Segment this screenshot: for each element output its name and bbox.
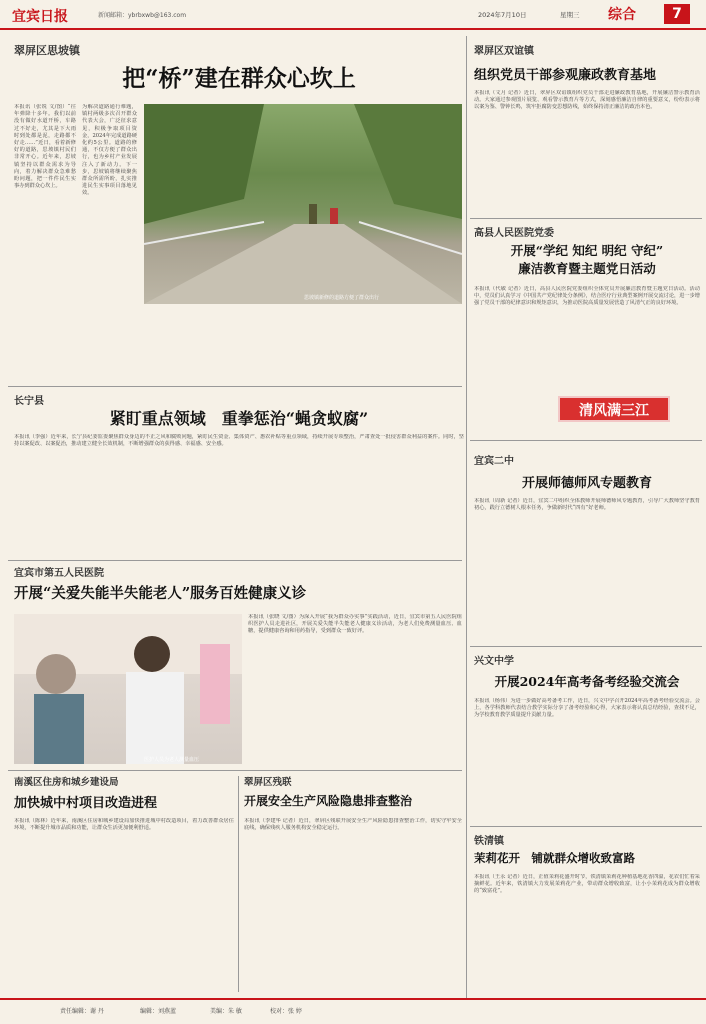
a8-kicker: 南溪区住房和城乡建设局 — [14, 777, 119, 788]
a10-body: 本报讯（王永 记者）近日，正值茉莉花盛开时节，铁清镇茉莉花种植基地花香四溢，花农们忙着采摘鲜花。近年来，铁清镇大力发展茉莉花产业，带动群众增收致富，让小小茉莉花成为群众增收的“致富花”。 — [474, 874, 700, 895]
date: 2024年7月10日 — [478, 11, 527, 19]
a6-photo — [14, 614, 242, 764]
a7-body: 本报讯（杨伟）为进一步做好高考备考工作，近日，兴文中学召开2024年高考备考经验交流会。会上，各学科教师代表结合教学实际分享了备考经验和心得，大家表示将认真总结经验，查找不足，为学校教育教学质量提升贡献力量。 — [474, 698, 700, 719]
a8-body: 本报讯（陈林）近年来，南溪区住房和城乡建设局加快推进城中村改造项目，着力改善群众居住环境，不断提升城市品质和功能，让群众生活更加便利舒适。 — [14, 818, 234, 832]
a1-photo — [144, 104, 462, 304]
a6-title: 开展“关爱失能半失能老人”服务百姓健康义诊 — [14, 585, 307, 602]
a1-title: 把“桥”建在群众心坎上 — [122, 65, 356, 92]
footer-layout: 编辑：刘燕蓝 — [140, 1008, 177, 1015]
a7-title: 开展2024年高考备考经验交流会 — [494, 674, 680, 689]
a4-kicker: 长宁县 — [14, 396, 44, 407]
a6-caption: 医护人员为老人测量血压 — [144, 757, 200, 763]
a4-title: 紧盯重点领域 重拳惩治“蝇贪蚁腐” — [109, 409, 369, 428]
section-title: 综合 — [608, 7, 636, 23]
a3-kicker: 高县人民医院党委 — [474, 228, 554, 239]
a2-body: 本报讯（文月 记者）近日，翠屏区双谊镇组织党员干部走进廉政教育基地，开展廉洁警示教育活动。大家通过参观图片展览、观看警示教育片等方式，深刻感悟廉洁自律的重要意义，纷纷表示将以案为鉴、警钟长鸣，筑牢拒腐防变思想防线，始终保持清正廉洁的政治本色。 — [474, 90, 700, 111]
a1-caption: 思坡镇新修的道路方便了群众出行 — [304, 295, 380, 301]
a3-title: 开展“学纪 知纪 明纪 守纪” 廉洁教育暨主题党日活动 — [510, 243, 664, 276]
a1-body-left: 本报讯（张锐 文/图）“往年弹降十多年。我们以前没有做好水道开桥，车路过不好走，尤其是下大雨时到处都是泥，走路都不好走……”近日，看着新修好的道路，思坡镇村民们非常开心。近年来，思坡镇坚持以群众需求为导向，着力解决群众急难愁盼问题，把一件件民生实事办到群众心坎上。 — [14, 104, 76, 190]
a6-kicker: 宜宾市第五人民医院 — [14, 568, 104, 579]
a5-body: 本报讯（周新 记者）近日，宜宾二中组织全体教师开展师德师风专题教育，引导广大教师坚守教育初心，践行立德树人根本任务，争做新时代“四有”好老师。 — [474, 498, 700, 512]
a10-title: 茉莉花开 铺就群众增收致富路 — [474, 851, 635, 865]
footer-check: 校对：张 婷 — [270, 1008, 302, 1015]
a5-title: 开展师德师风专题教育 — [521, 476, 652, 491]
footer-editor: 责任编辑：谢 丹 — [60, 1008, 104, 1015]
a7-kicker: 兴文中学 — [474, 656, 514, 667]
a8-title: 加快城中村项目改造进程 — [14, 796, 158, 811]
a4-body: 本报讯（李强）近年来，长宁县纪委监委聚焦群众身边的不正之风和腐败问题，紧盯民生资金、集体资产、惠农补贴等重点领域，持续开展专项整治，严肃查处一批侵害群众利益的案件。同时，坚持以案促改、以案促治，推动建立健全长效机制，不断增强群众的获得感、幸福感、安全感。 — [14, 434, 464, 448]
a2-kicker: 翠屏区双谊镇 — [474, 46, 534, 57]
weekday: 星期三 — [560, 11, 580, 19]
a9-body: 本报讯（李建华 记者）近日，翠屏区残联开展安全生产风险隐患排查整治工作，切实守牢安全底线，确保残疾人服务机构安全稳定运行。 — [244, 818, 462, 832]
a10-kicker: 铁清镇 — [474, 836, 504, 847]
a9-title: 开展安全生产风险隐患排查整治 — [244, 794, 413, 808]
a9-kicker: 翠屏区残联 — [244, 777, 292, 788]
a3-body: 本报讯（代敏 记者）近日，高县人民医院党委组织全体党员开展廉洁教育暨主题党日活动。活动中，党员们认真学习《中国共产党纪律处分条例》，结合医疗行业典型案例开展交流讨论，进一步增强了党员干部的纪律意识和规矩意识，为推动医院高质量发展营造了风清气正的良好环境。 — [474, 286, 700, 307]
paper-name: 宜宾日报 — [12, 9, 68, 25]
a1-body-right: 为解决道路通行难题，镇村两级多次召开群众代表大会，广泛征求意见，积极争取项目资金，2024年完成道路硬化约5公里。道路的修通，不仅方便了群众出行，也为乡村产业发展注入了新动力。下一步，思坡镇将继续聚焦群众所需所盼，扎实推进民生实事项目落地见效。 — [82, 104, 137, 197]
a1-kicker: 翠屏区思坡镇 — [14, 44, 80, 57]
page-number: 7 — [664, 4, 690, 24]
a6-body: 本报讯（张晓 文/图）为深入开展“我为群众办实事”实践活动，近日，宜宾市第五人民医院组织医护人员走进社区，开展关爱失能半失能老人健康义诊活动，为老人们免费测量血压、血糖，提供健康咨询和用药指导，受到群众一致好评。 — [248, 614, 462, 635]
a2-title: 组织党员干部参观廉政教育基地 — [474, 68, 657, 83]
footer-proof: 美编：朱 敏 — [210, 1008, 242, 1015]
a5-kicker: 宜宾二中 — [474, 456, 514, 467]
masthead — [0, 0, 706, 30]
footer — [0, 998, 706, 1024]
section-badge: 清风满三江 — [558, 396, 670, 422]
contact: 新闻邮箱：ybrbxwb@163.com — [98, 12, 187, 19]
